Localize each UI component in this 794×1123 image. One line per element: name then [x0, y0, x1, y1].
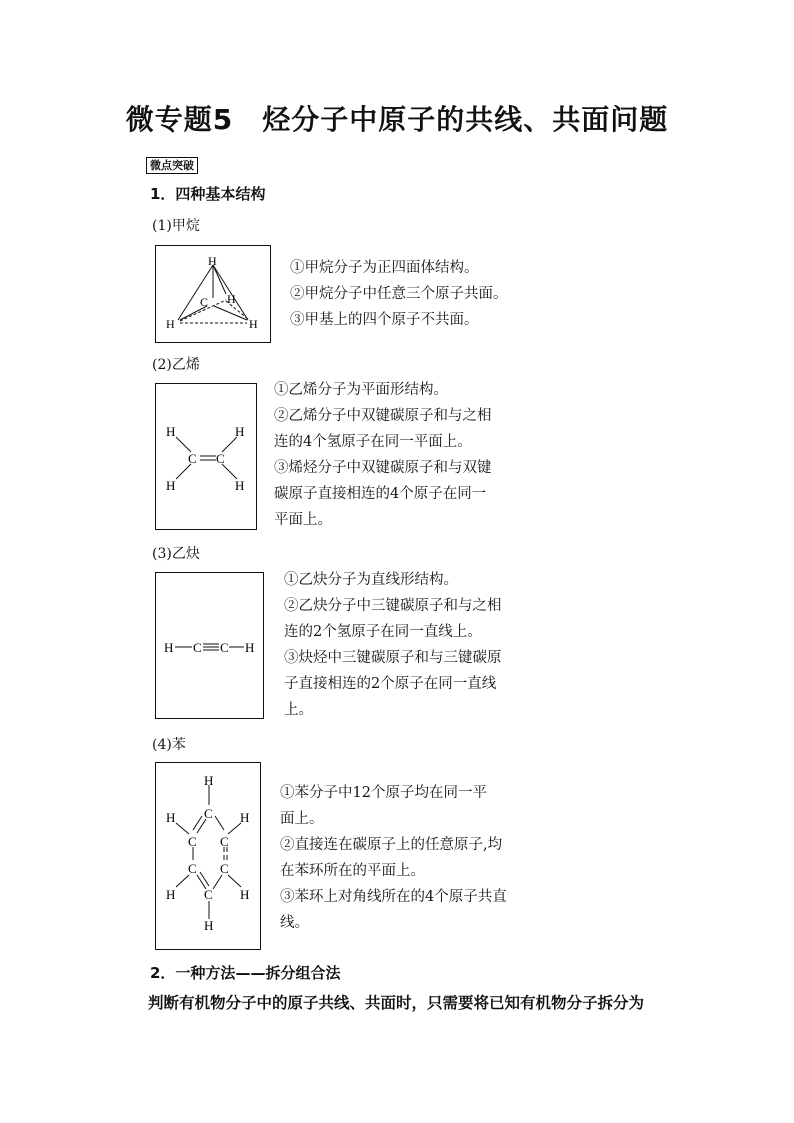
- benzene-atom-h-lr: H: [240, 887, 250, 902]
- benzene-atom-c-ur: C: [220, 834, 229, 849]
- benzene-line-4: 在苯环所在的平面上。: [280, 863, 425, 879]
- benzene-label: (4)苯: [152, 737, 186, 753]
- benzene-line-6: 线。: [280, 915, 309, 931]
- ethylene-line-5: 碳原子直接相连的4个原子在同一: [274, 486, 487, 502]
- acetylene-line-6: 上。: [284, 702, 313, 718]
- methane-structure-diagram: [155, 245, 271, 343]
- acetylene-line-5: 子直接相连的2个原子在同一直线: [284, 676, 497, 692]
- methane-atom-h-left: H: [166, 317, 175, 331]
- acetylene-structure-diagram: [155, 572, 264, 719]
- ethylene-atom-c2: C: [216, 451, 225, 466]
- benzene-atom-c-ul: C: [188, 834, 197, 849]
- section2-paragraph: 判断有机物分子中的原子共线、共面时，只需要将已知有机物分子拆分为: [148, 994, 645, 1012]
- ethylene-atom-h4: H: [235, 478, 245, 493]
- section2-heading: 2．一种方法——拆分组合法: [150, 964, 341, 982]
- benzene-structure-diagram: [155, 762, 261, 950]
- section1-heading: 1．四种基本结构: [150, 185, 266, 203]
- ethylene-line-3: 连的4个氢原子在同一平面上。: [274, 434, 472, 450]
- ethylene-line-2: ②乙烯分子中双键碳原子和与之相: [274, 408, 492, 424]
- acetylene-atom-c2: C: [220, 640, 229, 655]
- benzene-line-1: ①苯分子中12个原子均在同一平: [280, 785, 487, 801]
- ethylene-line-4: ③烯烃分子中双键碳原子和与双键: [274, 460, 492, 476]
- benzene-atom-c-lr: C: [220, 861, 229, 876]
- benzene-atom-h-ll: H: [166, 887, 176, 902]
- acetylene-description: [284, 567, 502, 723]
- acetylene-atom-c1: C: [193, 640, 202, 655]
- acetylene-line-1: ①乙炔分子为直线形结构。: [284, 572, 458, 588]
- benzene-atom-h-bot: H: [204, 918, 214, 933]
- acetylene-atom-h2: H: [245, 640, 255, 655]
- methane-atom-h-inner: H: [227, 292, 236, 306]
- ethylene-atom-h2: H: [235, 424, 245, 439]
- methane-line-1: ①甲烷分子为正四面体结构。: [290, 260, 479, 276]
- ethylene-atom-c1: C: [188, 451, 197, 466]
- ethylene-atom-h1: H: [166, 424, 176, 439]
- methane-line-3: ③甲基上的四个原子不共面。: [290, 312, 479, 328]
- acetylene-line-3: 连的2个氢原子在同一直线上。: [284, 624, 482, 640]
- benzene-atom-c-ll: C: [188, 861, 197, 876]
- methane-atom-c: C: [200, 295, 209, 309]
- benzene-atom-c-bot: C: [204, 887, 213, 902]
- acetylene-line-2: ②乙炔分子中三键碳原子和与之相: [284, 598, 502, 614]
- ethylene-atom-h3: H: [166, 478, 176, 493]
- page-title: 微专题5 烃分子中原子的共线、共面问题: [125, 103, 669, 136]
- methane-atom-h-top: H: [208, 254, 217, 268]
- benzene-atom-c-top: C: [204, 806, 213, 821]
- acetylene-label: (3)乙炔: [152, 546, 200, 562]
- section-tag: 微点突破: [146, 157, 198, 174]
- benzene-atom-h-ur: H: [240, 810, 250, 825]
- methane-description: [290, 255, 508, 333]
- methane-label: (1)甲烷: [152, 218, 200, 234]
- benzene-line-2: 面上。: [280, 811, 324, 827]
- ethylene-line-1: ①乙烯分子为平面形结构。: [274, 382, 448, 398]
- ethylene-line-6: 平面上。: [274, 512, 332, 528]
- benzene-line-3: ②直接连在碳原子上的任意原子,均: [280, 837, 503, 853]
- ethylene-label: (2)乙烯: [152, 357, 200, 373]
- benzene-description: [280, 780, 507, 936]
- benzene-line-5: ③苯环上对角线所在的4个原子共直: [280, 889, 507, 905]
- benzene-atom-h-ul: H: [166, 810, 176, 825]
- methane-atom-h-right: H: [249, 317, 258, 331]
- acetylene-line-4: ③炔烃中三键碳原子和与三键碳原: [284, 650, 502, 666]
- methane-line-2: ②甲烷分子中任意三个原子共面。: [290, 286, 508, 302]
- ethylene-description: [274, 377, 492, 533]
- acetylene-atom-h1: H: [164, 640, 174, 655]
- ethylene-structure-diagram: [155, 383, 257, 530]
- benzene-atom-h-top: H: [204, 773, 214, 788]
